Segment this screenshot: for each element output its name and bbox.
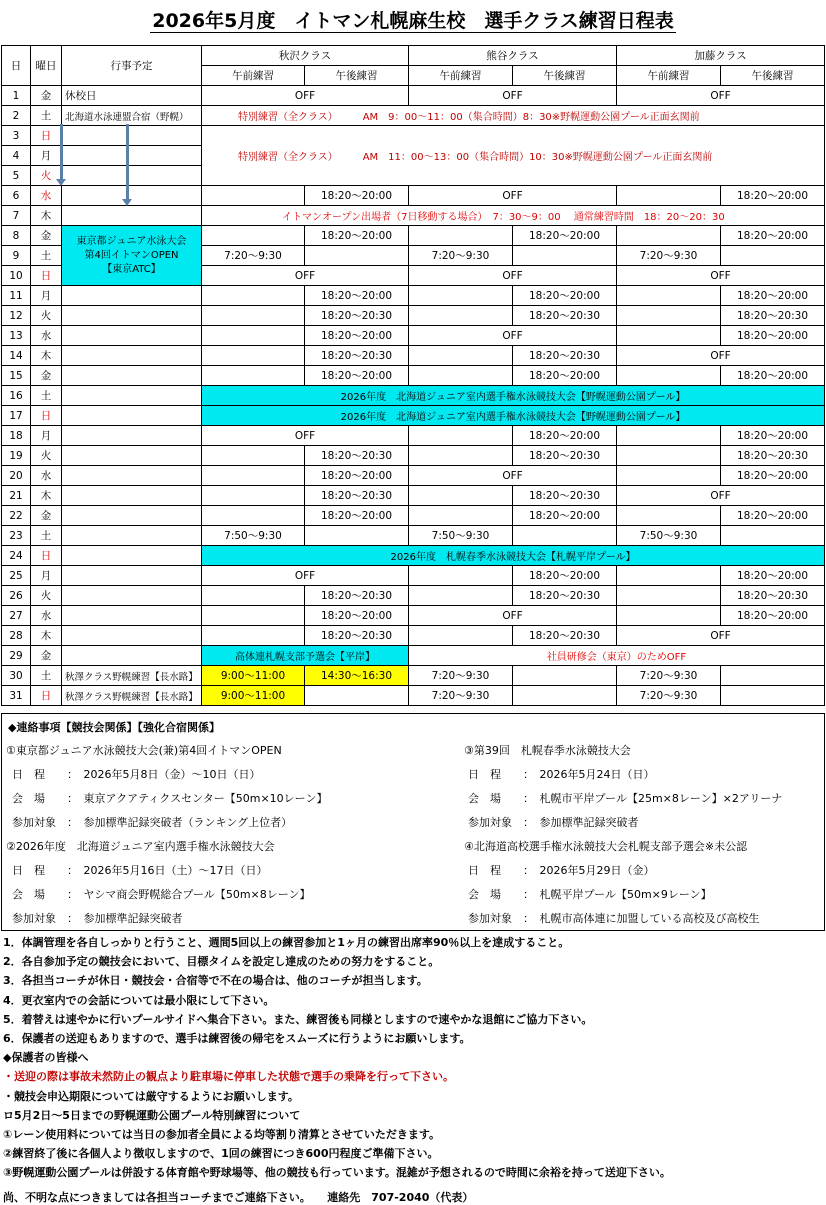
pm-cell <box>305 526 409 546</box>
am-cell <box>202 626 305 646</box>
am-cell: 7:20～9:30 <box>202 246 305 266</box>
footer-line: 1．体調管理を各自しっかりと行うこと、週間5回以上の練習参加と1ヶ月の練習出席率90％以上を達成すること。 <box>3 936 570 949</box>
am-cell: 7:20～9:30 <box>409 246 513 266</box>
day-cell: 13 <box>2 326 31 346</box>
am-cell <box>617 426 721 446</box>
table-row <box>2 386 825 406</box>
pm-cell: 18:20～20:00 <box>721 226 825 246</box>
weekday-cell: 土 <box>31 666 62 686</box>
weekday-cell: 金 <box>31 226 62 246</box>
am-cell: 7:50～9:30 <box>617 526 721 546</box>
day-cell: 11 <box>2 286 31 306</box>
table-row <box>2 526 825 546</box>
weekday-cell: 金 <box>31 366 62 386</box>
weekday-cell: 金 <box>31 86 62 106</box>
pm-cell: 18:20～20:00 <box>721 326 825 346</box>
table-row <box>2 286 825 306</box>
day-cell: 26 <box>2 586 31 606</box>
pm-cell <box>721 246 825 266</box>
notes-left-line: 日 程 ： 2026年5月8日（金）～10日（日） <box>12 768 261 781</box>
pm-cell: 18:20～20:00 <box>305 366 409 386</box>
off-cell: OFF <box>202 566 409 586</box>
off-cell: OFF <box>202 86 409 106</box>
weekday-cell: 日 <box>31 266 62 286</box>
table-row <box>2 426 825 446</box>
weekday-cell: 水 <box>31 606 62 626</box>
am-cell <box>409 226 513 246</box>
event-cell <box>62 346 202 366</box>
pm-cell: 14:30～16:30 <box>305 666 409 686</box>
weekday-cell: 土 <box>31 386 62 406</box>
header-pm: 午後練習 <box>721 66 825 86</box>
table-row <box>2 206 825 226</box>
day-cell: 15 <box>2 366 31 386</box>
header-am: 午前練習 <box>202 66 305 86</box>
day-cell: 8 <box>2 226 31 246</box>
footer-line: ロ5月2日～5日までの野幌運動公園プール特別練習について <box>3 1108 301 1122</box>
am-cell <box>617 506 721 526</box>
am-cell <box>202 586 305 606</box>
day-cell: 3 <box>2 126 31 146</box>
pm-cell: 18:20～20:30 <box>513 586 617 606</box>
pm-cell: 18:20～20:30 <box>513 486 617 506</box>
footer-line: ②練習終了後に各個人より徴収しますので、1回の練習につき600円程度ご準備下さい。 <box>3 1147 439 1161</box>
am-cell <box>617 446 721 466</box>
event-cell <box>62 646 202 666</box>
header-class-kumagai: 熊谷クラス <box>409 46 617 66</box>
am-cell <box>409 586 513 606</box>
day-cell: 14 <box>2 346 31 366</box>
am-cell <box>202 506 305 526</box>
footer-line: ・送迎の際は事故未然防止の観点より駐車場に停車した状態で選手の乗降を行って下さい。 <box>3 1070 454 1084</box>
day-cell: 27 <box>2 606 31 626</box>
pm-cell: 18:20～20:30 <box>305 626 409 646</box>
footer-line: 4．更衣室内での会話については最小限にして下さい。 <box>3 993 275 1007</box>
table-row <box>2 106 825 126</box>
competition-cell: 2026年度 北海道ジュニア室内選手権水泳競技大会【野幌運動公園プール】 <box>202 406 825 426</box>
pm-cell: 18:20～20:00 <box>305 506 409 526</box>
day-cell: 25 <box>2 566 31 586</box>
table-row <box>2 666 825 686</box>
am-cell <box>617 286 721 306</box>
notes-box <box>1 713 825 931</box>
event-cell <box>62 566 202 586</box>
notes-right-line: 日 程 ： 2026年5月29日（金） <box>468 864 655 877</box>
weekday-cell: 日 <box>31 546 62 566</box>
am-cell <box>202 466 305 486</box>
weekday-cell: 金 <box>31 646 62 666</box>
pm-cell: 18:20～20:30 <box>721 586 825 606</box>
pm-cell: 18:20～20:30 <box>305 346 409 366</box>
table-row <box>2 86 825 106</box>
am-cell: 9:00～11:00 <box>202 666 305 686</box>
footer-line: ③野幌運動公園プールは併設する体育館や野球場等、他の競技も行っています。混雑が予想されるので時間に余裕を持って送迎下さい。 <box>3 1166 671 1180</box>
event-cell: 秋澤クラス野幌練習【長水路】 <box>62 666 202 686</box>
day-cell: 20 <box>2 466 31 486</box>
day-cell: 9 <box>2 246 31 266</box>
notes-right-line: 会 場 ： 札幌市平岸プール【25m×8レーン】×2アリーナ <box>468 792 783 805</box>
event-cell: 休校日 <box>62 86 202 106</box>
pm-cell: 18:20～20:00 <box>721 426 825 446</box>
notes-right-line: 参加対象 ： 札幌市高体連に加盟している高校及び高校生 <box>468 912 760 925</box>
header-class-kato: 加藤クラス <box>617 46 825 66</box>
header-events: 行事予定 <box>62 46 202 86</box>
notes-left-line: 参加対象 ： 参加標準記録突破者 <box>12 912 183 925</box>
arrow-down-icon <box>126 124 129 200</box>
notes-right-line: 日 程 ： 2026年5月24日（日） <box>468 768 655 781</box>
off-cell: OFF <box>409 466 617 486</box>
am-cell <box>617 366 721 386</box>
event-cell <box>62 406 202 426</box>
weekday-cell: 火 <box>31 306 62 326</box>
day-cell: 1 <box>2 86 31 106</box>
day-cell: 5 <box>2 166 31 186</box>
am-cell <box>409 306 513 326</box>
pm-cell: 18:20～20:30 <box>513 346 617 366</box>
arrow-down-icon <box>60 124 63 180</box>
weekday-cell: 日 <box>31 686 62 706</box>
pm-cell <box>721 686 825 706</box>
pm-cell: 18:20～20:30 <box>721 306 825 326</box>
day-cell: 7 <box>2 206 31 226</box>
footer-line: 3．各担当コーチが休日・競技会・合宿等で不在の場合は、他のコーチが担当します。 <box>3 974 428 988</box>
off-cell: OFF <box>617 486 825 506</box>
table-row <box>2 406 825 426</box>
table-row <box>2 606 825 626</box>
event-cell <box>62 486 202 506</box>
pm-cell <box>721 666 825 686</box>
am-cell <box>409 506 513 526</box>
off-cell: OFF <box>409 86 617 106</box>
pm-cell <box>513 686 617 706</box>
am-cell <box>409 286 513 306</box>
event-cell <box>62 126 202 146</box>
am-cell <box>409 566 513 586</box>
weekday-cell: 水 <box>31 326 62 346</box>
header-day: 日 <box>2 46 31 86</box>
weekday-cell: 木 <box>31 346 62 366</box>
event-cell <box>62 546 202 566</box>
pm-cell: 18:20～20:00 <box>721 286 825 306</box>
table-row <box>2 326 825 346</box>
header-pm: 午後練習 <box>513 66 617 86</box>
event-cell <box>62 606 202 626</box>
am-cell <box>617 606 721 626</box>
pm-cell: 18:20～20:00 <box>721 186 825 206</box>
off-notice-cell: 社員研修会（東京）のためOFF <box>409 646 825 666</box>
day-cell: 6 <box>2 186 31 206</box>
am-cell: 7:20～9:30 <box>617 666 721 686</box>
notes-right-line: 参加対象 ： 参加標準記録突破者 <box>468 816 639 829</box>
pm-cell <box>513 526 617 546</box>
pm-cell: 18:20～20:00 <box>513 566 617 586</box>
footer-line: 5．着替えは速やかに行いプールサイドへ集合下さい。また、練習後も同様としますので速やかな退館にご協力下さい。 <box>3 1012 593 1026</box>
pm-cell: 18:20～20:30 <box>305 586 409 606</box>
am-cell <box>202 286 305 306</box>
day-cell: 17 <box>2 406 31 426</box>
am-cell <box>202 326 305 346</box>
weekday-cell: 日 <box>31 126 62 146</box>
table-row <box>2 566 825 586</box>
weekday-cell: 月 <box>31 146 62 166</box>
special-practice-cell: 特別練習（全クラス） AM 11：00～13：00（集合時間）10：30※野幌運動公園プール正面玄関前 <box>202 126 825 186</box>
header-am: 午前練習 <box>617 66 721 86</box>
weekday-cell: 火 <box>31 446 62 466</box>
footer-line: ・競技会申込期限については厳守するようにお願いします。 <box>3 1089 299 1103</box>
am-cell <box>409 626 513 646</box>
notes-left-line: ②2026年度 北海道ジュニア室内選手権水泳競技大会 <box>6 840 275 853</box>
table-row <box>2 486 825 506</box>
event-cell <box>62 286 202 306</box>
weekday-cell: 火 <box>31 166 62 186</box>
pm-cell: 18:20～20:00 <box>721 506 825 526</box>
pm-cell: 18:20～20:30 <box>721 446 825 466</box>
off-cell: OFF <box>617 346 825 366</box>
event-cell <box>62 306 202 326</box>
pm-cell: 18:20～20:00 <box>305 326 409 346</box>
special-practice-cell: 特別練習（全クラス） AM 9：00～11：00（集合時間）8：30※野幌運動公園プール正面玄関前 <box>202 106 825 126</box>
am-cell: 7:50～9:30 <box>202 526 305 546</box>
am-cell: 7:20～9:30 <box>617 246 721 266</box>
pm-cell <box>305 246 409 266</box>
day-cell: 12 <box>2 306 31 326</box>
weekday-cell: 木 <box>31 626 62 646</box>
off-cell: OFF <box>617 266 825 286</box>
pm-cell: 18:20～20:00 <box>721 566 825 586</box>
am-cell <box>409 426 513 446</box>
day-cell: 22 <box>2 506 31 526</box>
day-cell: 19 <box>2 446 31 466</box>
notes-heading: ◆連絡事項【競技会関係】【強化合宿関係】 <box>8 721 220 734</box>
event-cell <box>62 326 202 346</box>
pm-cell <box>305 686 409 706</box>
table-row <box>2 506 825 526</box>
notes-left-line: 会 場 ： ヤシマ商会野幌総合プール【50m×8レーン】 <box>12 888 311 901</box>
am-cell <box>202 486 305 506</box>
table-row <box>2 366 825 386</box>
am-cell <box>617 466 721 486</box>
event-cell <box>62 146 202 166</box>
footer-line: 6．保護者の送迎もありますので、選手は練習後の帰宅をスムーズに行うようにお願いします。 <box>3 1032 471 1045</box>
am-cell: 7:20～9:30 <box>409 686 513 706</box>
page-title: 2026年5月度 イトマン札幌麻生校 選手クラス練習日程表 <box>152 10 674 32</box>
day-cell: 18 <box>2 426 31 446</box>
weekday-cell: 月 <box>31 286 62 306</box>
pm-cell: 18:20～20:00 <box>513 366 617 386</box>
am-cell <box>617 326 721 346</box>
header-class-akisawa: 秋沢クラス <box>202 46 409 66</box>
day-cell: 23 <box>2 526 31 546</box>
header-am: 午前練習 <box>409 66 513 86</box>
pm-cell: 18:20～20:30 <box>513 626 617 646</box>
footer-line: ◆保護者の皆様へ <box>3 1051 89 1065</box>
pm-cell: 18:20～20:00 <box>721 606 825 626</box>
pm-cell: 18:20～20:00 <box>721 366 825 386</box>
event-cell <box>62 586 202 606</box>
off-cell: OFF <box>202 426 409 446</box>
table-row <box>2 226 825 246</box>
am-cell <box>617 566 721 586</box>
day-cell: 24 <box>2 546 31 566</box>
table-row <box>2 546 825 566</box>
off-cell: OFF <box>409 186 617 206</box>
am-cell <box>617 186 721 206</box>
event-cell <box>62 526 202 546</box>
day-cell: 29 <box>2 646 31 666</box>
pm-cell: 18:20～20:00 <box>305 186 409 206</box>
event-cell: 秋澤クラス野幌練習【長水路】 <box>62 686 202 706</box>
pm-cell <box>513 246 617 266</box>
header-weekday: 曜日 <box>31 46 62 86</box>
am-cell <box>617 226 721 246</box>
pm-cell: 18:20～20:00 <box>513 426 617 446</box>
am-cell <box>409 366 513 386</box>
weekday-cell: 金 <box>31 506 62 526</box>
event-cell <box>62 386 202 406</box>
header-pm: 午後練習 <box>305 66 409 86</box>
pm-cell: 18:20～20:30 <box>305 446 409 466</box>
footer-line: 尚、不明な点につきましては各担当コーチまでご連絡下さい。 連絡先 707-2040（代表） <box>3 1190 474 1204</box>
schedule-table <box>1 45 825 706</box>
am-cell: 7:20～9:30 <box>409 666 513 686</box>
day-cell: 4 <box>2 146 31 166</box>
competition-cell: 高体連札幌支部予選会【平岸】 <box>202 646 409 666</box>
am-cell <box>409 346 513 366</box>
weekday-cell: 月 <box>31 426 62 446</box>
off-cell: OFF <box>617 626 825 646</box>
table-row <box>2 646 825 666</box>
am-cell <box>202 346 305 366</box>
notes-left-line: 会 場 ： 東京アクアティクスセンター【50m×10レーン】 <box>12 792 328 805</box>
day-cell: 21 <box>2 486 31 506</box>
event-tokyo-cell: 東京都ジュニア水泳大会 第4回イトマンOPEN 【東京ATC】 <box>62 226 202 286</box>
notes-right-line: 会 場 ： 札幌平岸プール【50m×9レーン】 <box>468 888 712 901</box>
competition-cell: 2026年度 北海道ジュニア室内選手権水泳競技大会【野幌運動公園プール】 <box>202 386 825 406</box>
am-cell <box>202 366 305 386</box>
event-cell <box>62 166 202 186</box>
notes-left-line: 日 程 ： 2026年5月16日（土）～17日（日） <box>12 864 268 877</box>
off-cell: OFF <box>617 86 825 106</box>
event-cell <box>62 506 202 526</box>
pm-cell: 18:20～20:00 <box>513 506 617 526</box>
off-cell: OFF <box>409 606 617 626</box>
am-cell: 7:20～9:30 <box>617 686 721 706</box>
pm-cell: 18:20～20:30 <box>305 306 409 326</box>
weekday-cell: 水 <box>31 186 62 206</box>
day-cell: 31 <box>2 686 31 706</box>
am-cell <box>617 586 721 606</box>
day-cell: 30 <box>2 666 31 686</box>
notes-right-line: ③第39回 札幌春季水泳競技大会 <box>464 744 631 757</box>
event-cell: 北海道水泳連盟合宿（野幌） <box>62 106 202 126</box>
weekday-cell: 日 <box>31 406 62 426</box>
competition-cell: 2026年度 札幌春季水泳競技大会【札幌平岸プール】 <box>202 546 825 566</box>
table-row <box>2 586 825 606</box>
pm-cell: 18:20～20:00 <box>305 466 409 486</box>
event-cell <box>62 626 202 646</box>
pm-cell: 18:20～20:00 <box>513 286 617 306</box>
event-cell <box>62 466 202 486</box>
notes-left-line: ①東京都ジュニア水泳競技大会(兼)第4回イトマンOPEN <box>6 744 282 757</box>
am-cell <box>202 226 305 246</box>
pm-cell <box>721 526 825 546</box>
pm-cell: 18:20～20:00 <box>305 606 409 626</box>
am-cell <box>202 186 305 206</box>
event-cell <box>62 206 202 226</box>
am-cell <box>202 606 305 626</box>
am-cell <box>202 446 305 466</box>
am-cell <box>409 446 513 466</box>
table-row <box>2 686 825 706</box>
pm-cell: 18:20～20:00 <box>513 226 617 246</box>
weekday-cell: 土 <box>31 106 62 126</box>
pm-cell <box>513 666 617 686</box>
pm-cell: 18:20～20:30 <box>513 306 617 326</box>
table-row <box>2 306 825 326</box>
weekday-cell: 火 <box>31 586 62 606</box>
am-cell: 9:00～11:00 <box>202 686 305 706</box>
table-row <box>2 126 825 146</box>
am-cell: 7:50～9:30 <box>409 526 513 546</box>
table-row <box>2 346 825 366</box>
weekday-cell: 木 <box>31 486 62 506</box>
weekday-cell: 土 <box>31 526 62 546</box>
itoman-open-cell: イトマンオープン出場者（7日移動する場合） 7：30～9：00 通常練習時間 18：20～20：30 <box>202 206 825 226</box>
weekday-cell: 水 <box>31 466 62 486</box>
weekday-cell: 木 <box>31 206 62 226</box>
notes-right-line: ④北海道高校選手権水泳競技大会札幌支部予選会※未公認 <box>464 840 748 853</box>
event-cell <box>62 366 202 386</box>
event-cell <box>62 446 202 466</box>
day-cell: 16 <box>2 386 31 406</box>
off-cell: OFF <box>409 326 617 346</box>
table-row <box>2 466 825 486</box>
footer-line: 2．各自参加予定の競技会において、目標タイムを設定し達成のための努力をすること。 <box>3 955 440 969</box>
weekday-cell: 土 <box>31 246 62 266</box>
footer-line: ①レーン使用料については当日の参加者全員による均等割り清算とさせていただきます。 <box>3 1128 440 1141</box>
day-cell: 2 <box>2 106 31 126</box>
off-cell: OFF <box>409 266 617 286</box>
table-row <box>2 446 825 466</box>
day-cell: 10 <box>2 266 31 286</box>
event-cell <box>62 426 202 446</box>
notes-left-line: 参加対象 ： 参加標準記録突破者（ランキング上位者） <box>12 816 293 829</box>
am-cell <box>409 486 513 506</box>
off-cell: OFF <box>202 266 409 286</box>
pm-cell: 18:20～20:00 <box>721 466 825 486</box>
day-cell: 28 <box>2 626 31 646</box>
weekday-cell: 月 <box>31 566 62 586</box>
table-row <box>2 626 825 646</box>
pm-cell: 18:20～20:00 <box>305 286 409 306</box>
pm-cell: 18:20～20:00 <box>305 226 409 246</box>
am-cell <box>617 306 721 326</box>
pm-cell: 18:20～20:30 <box>513 446 617 466</box>
pm-cell: 18:20～20:30 <box>305 486 409 506</box>
am-cell <box>202 306 305 326</box>
